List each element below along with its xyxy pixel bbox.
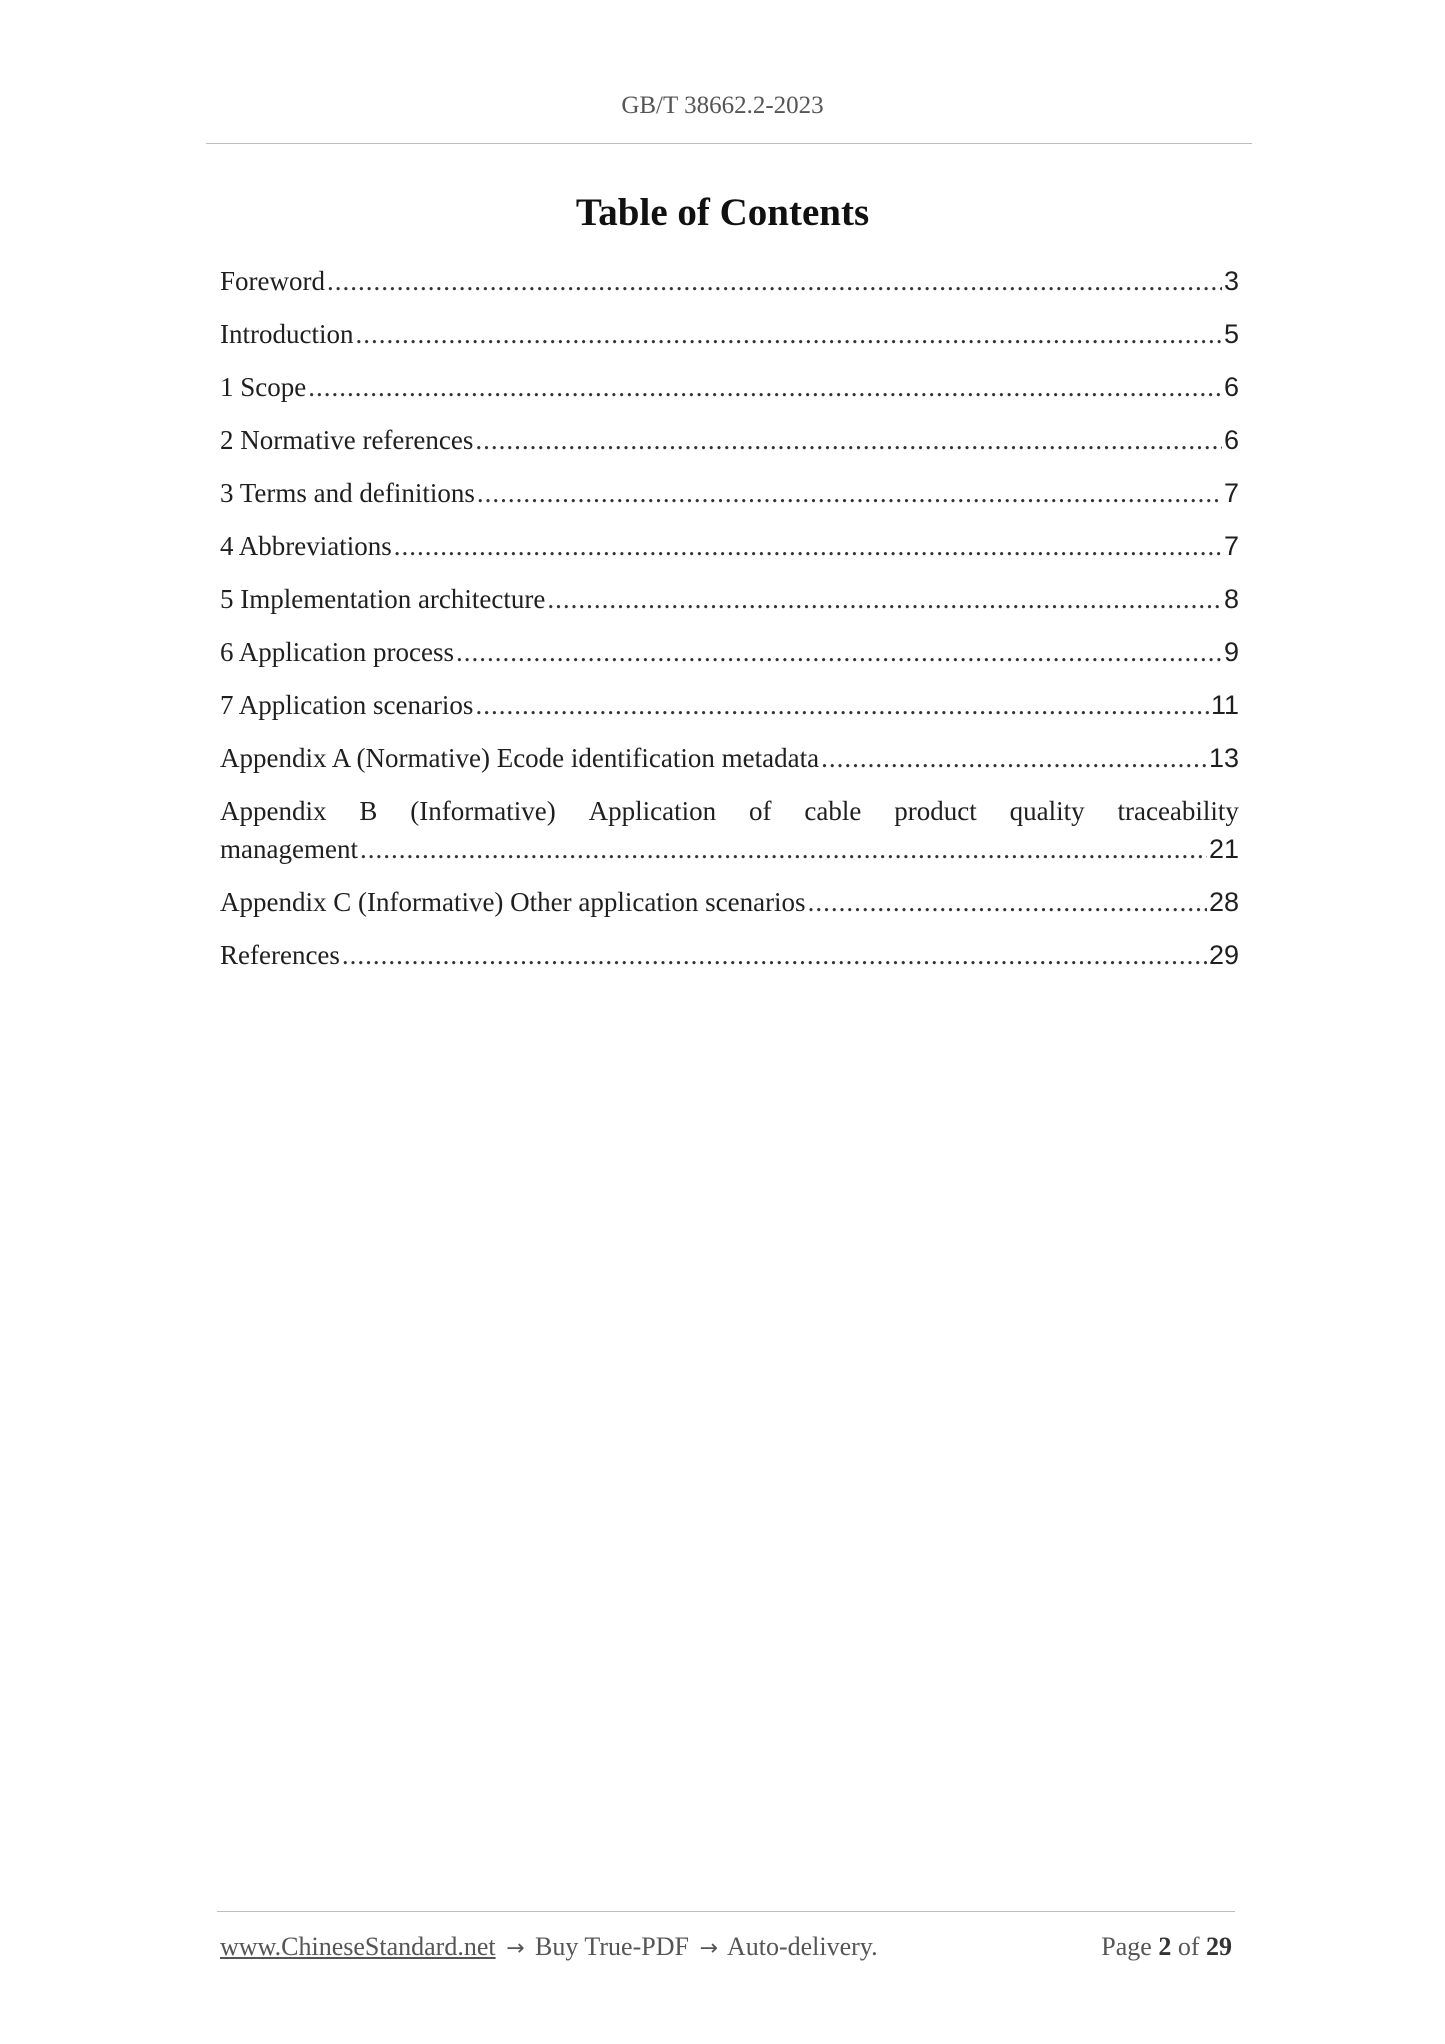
toc-entry-scope[interactable]: [220, 368, 1239, 406]
toc-entry-normative-references[interactable]: [220, 421, 1239, 459]
toc-entry-appendix-c[interactable]: [220, 883, 1239, 921]
toc-entry-label: 7 Application scenarios: [220, 690, 474, 720]
toc-leader-dots: [308, 368, 1222, 406]
toc-entry-page: 5: [1223, 319, 1239, 349]
toc-entry-label: Foreword: [220, 266, 325, 296]
arrow-right-icon: →: [506, 1936, 525, 1961]
footer-divider: [217, 1911, 1235, 1912]
toc-entry-label: 5 Implementation architecture: [220, 584, 546, 614]
toc-leader-dots: [456, 633, 1222, 671]
page-number: [1101, 1932, 1232, 1962]
toc-leader-dots: [821, 739, 1207, 777]
toc-entry-label-line-2: [220, 830, 1239, 868]
toc-entry-implementation-architecture[interactable]: [220, 580, 1239, 618]
toc-entry-appendix-a[interactable]: [220, 739, 1239, 777]
toc-entry-application-process[interactable]: [220, 633, 1239, 671]
toc-word: of: [748, 796, 772, 826]
toc-leader-dots: [394, 527, 1222, 565]
toc-entry-references[interactable]: [220, 936, 1239, 974]
site-link[interactable]: www.ChineseStandard.net: [220, 1932, 496, 1961]
table-of-contents: [220, 262, 1239, 989]
page-word: Page: [1101, 1932, 1152, 1961]
toc-word: Application: [588, 796, 717, 826]
toc-entry-appendix-b[interactable]: [220, 792, 1239, 868]
toc-entry-label: 4 Abbreviations: [220, 531, 392, 561]
toc-entry-page: 11: [1210, 690, 1239, 720]
toc-leader-dots: [355, 315, 1221, 353]
arrow-right-icon: →: [699, 1936, 718, 1961]
toc-leader-dots: [475, 686, 1209, 724]
buy-text: Buy True-PDF: [535, 1932, 689, 1961]
of-word: of: [1177, 1932, 1200, 1961]
toc-entry-label: Appendix C (Informative) Other application scenarios: [220, 887, 806, 917]
toc-entry-abbreviations[interactable]: [220, 527, 1239, 565]
delivery-text: Auto-delivery.: [726, 1932, 878, 1961]
toc-entry-page: 8: [1223, 584, 1239, 614]
toc-entry-page: 7: [1223, 531, 1239, 561]
toc-word: B: [359, 796, 378, 826]
toc-entry-page: 29: [1208, 940, 1239, 970]
toc-entry-label: 2 Normative references: [220, 425, 474, 455]
toc-entry-page: 6: [1223, 372, 1239, 402]
toc-entry-page: 21: [1208, 834, 1239, 864]
document-id-header: GB/T 38662.2-2023: [621, 92, 824, 119]
toc-word: quality: [1009, 796, 1085, 826]
toc-word: (Informative): [410, 796, 556, 826]
toc-entry-page: 28: [1208, 887, 1239, 917]
footer-promo: [220, 1932, 878, 1962]
page-total: 29: [1206, 1932, 1232, 1961]
toc-entry-foreword[interactable]: [220, 262, 1239, 300]
toc-entry-label: 3 Terms and definitions: [220, 478, 475, 508]
toc-word: traceability: [1117, 796, 1239, 826]
toc-entry-label: Introduction: [220, 319, 354, 349]
toc-entry-page: 3: [1223, 266, 1239, 296]
toc-word: Appendix: [220, 796, 327, 826]
toc-word: product: [894, 796, 977, 826]
toc-entry-page: 9: [1223, 637, 1239, 667]
toc-leader-dots: [475, 421, 1222, 459]
header-divider: [206, 143, 1252, 144]
toc-title: Table of Contents: [575, 191, 870, 234]
toc-word: cable: [804, 796, 862, 826]
toc-entry-label: References: [220, 940, 340, 970]
toc-entry-label: 6 Application process: [220, 637, 454, 667]
toc-leader-dots: [327, 262, 1222, 300]
toc-leader-dots: [342, 936, 1207, 974]
toc-entry-page: 7: [1223, 478, 1239, 508]
toc-leader-dots: [808, 883, 1207, 921]
toc-entry-label: Appendix A (Normative) Ecode identification metadata: [220, 743, 820, 773]
page-footer: [220, 1932, 1232, 1962]
toc-leader-dots: [477, 474, 1222, 512]
page-current: 2: [1158, 1932, 1172, 1961]
toc-leader-dots: [547, 580, 1222, 618]
toc-entry-label-line-1: [220, 792, 1239, 830]
toc-entry-page: 13: [1208, 743, 1239, 773]
toc-entry-application-scenarios[interactable]: [220, 686, 1239, 724]
toc-entry-label: management: [220, 834, 358, 864]
toc-entry-label: 1 Scope: [220, 372, 307, 402]
toc-entry-page: 6: [1223, 425, 1239, 455]
toc-entry-introduction[interactable]: [220, 315, 1239, 353]
toc-entry-terms-and-definitions[interactable]: [220, 474, 1239, 512]
toc-leader-dots: [360, 830, 1207, 868]
